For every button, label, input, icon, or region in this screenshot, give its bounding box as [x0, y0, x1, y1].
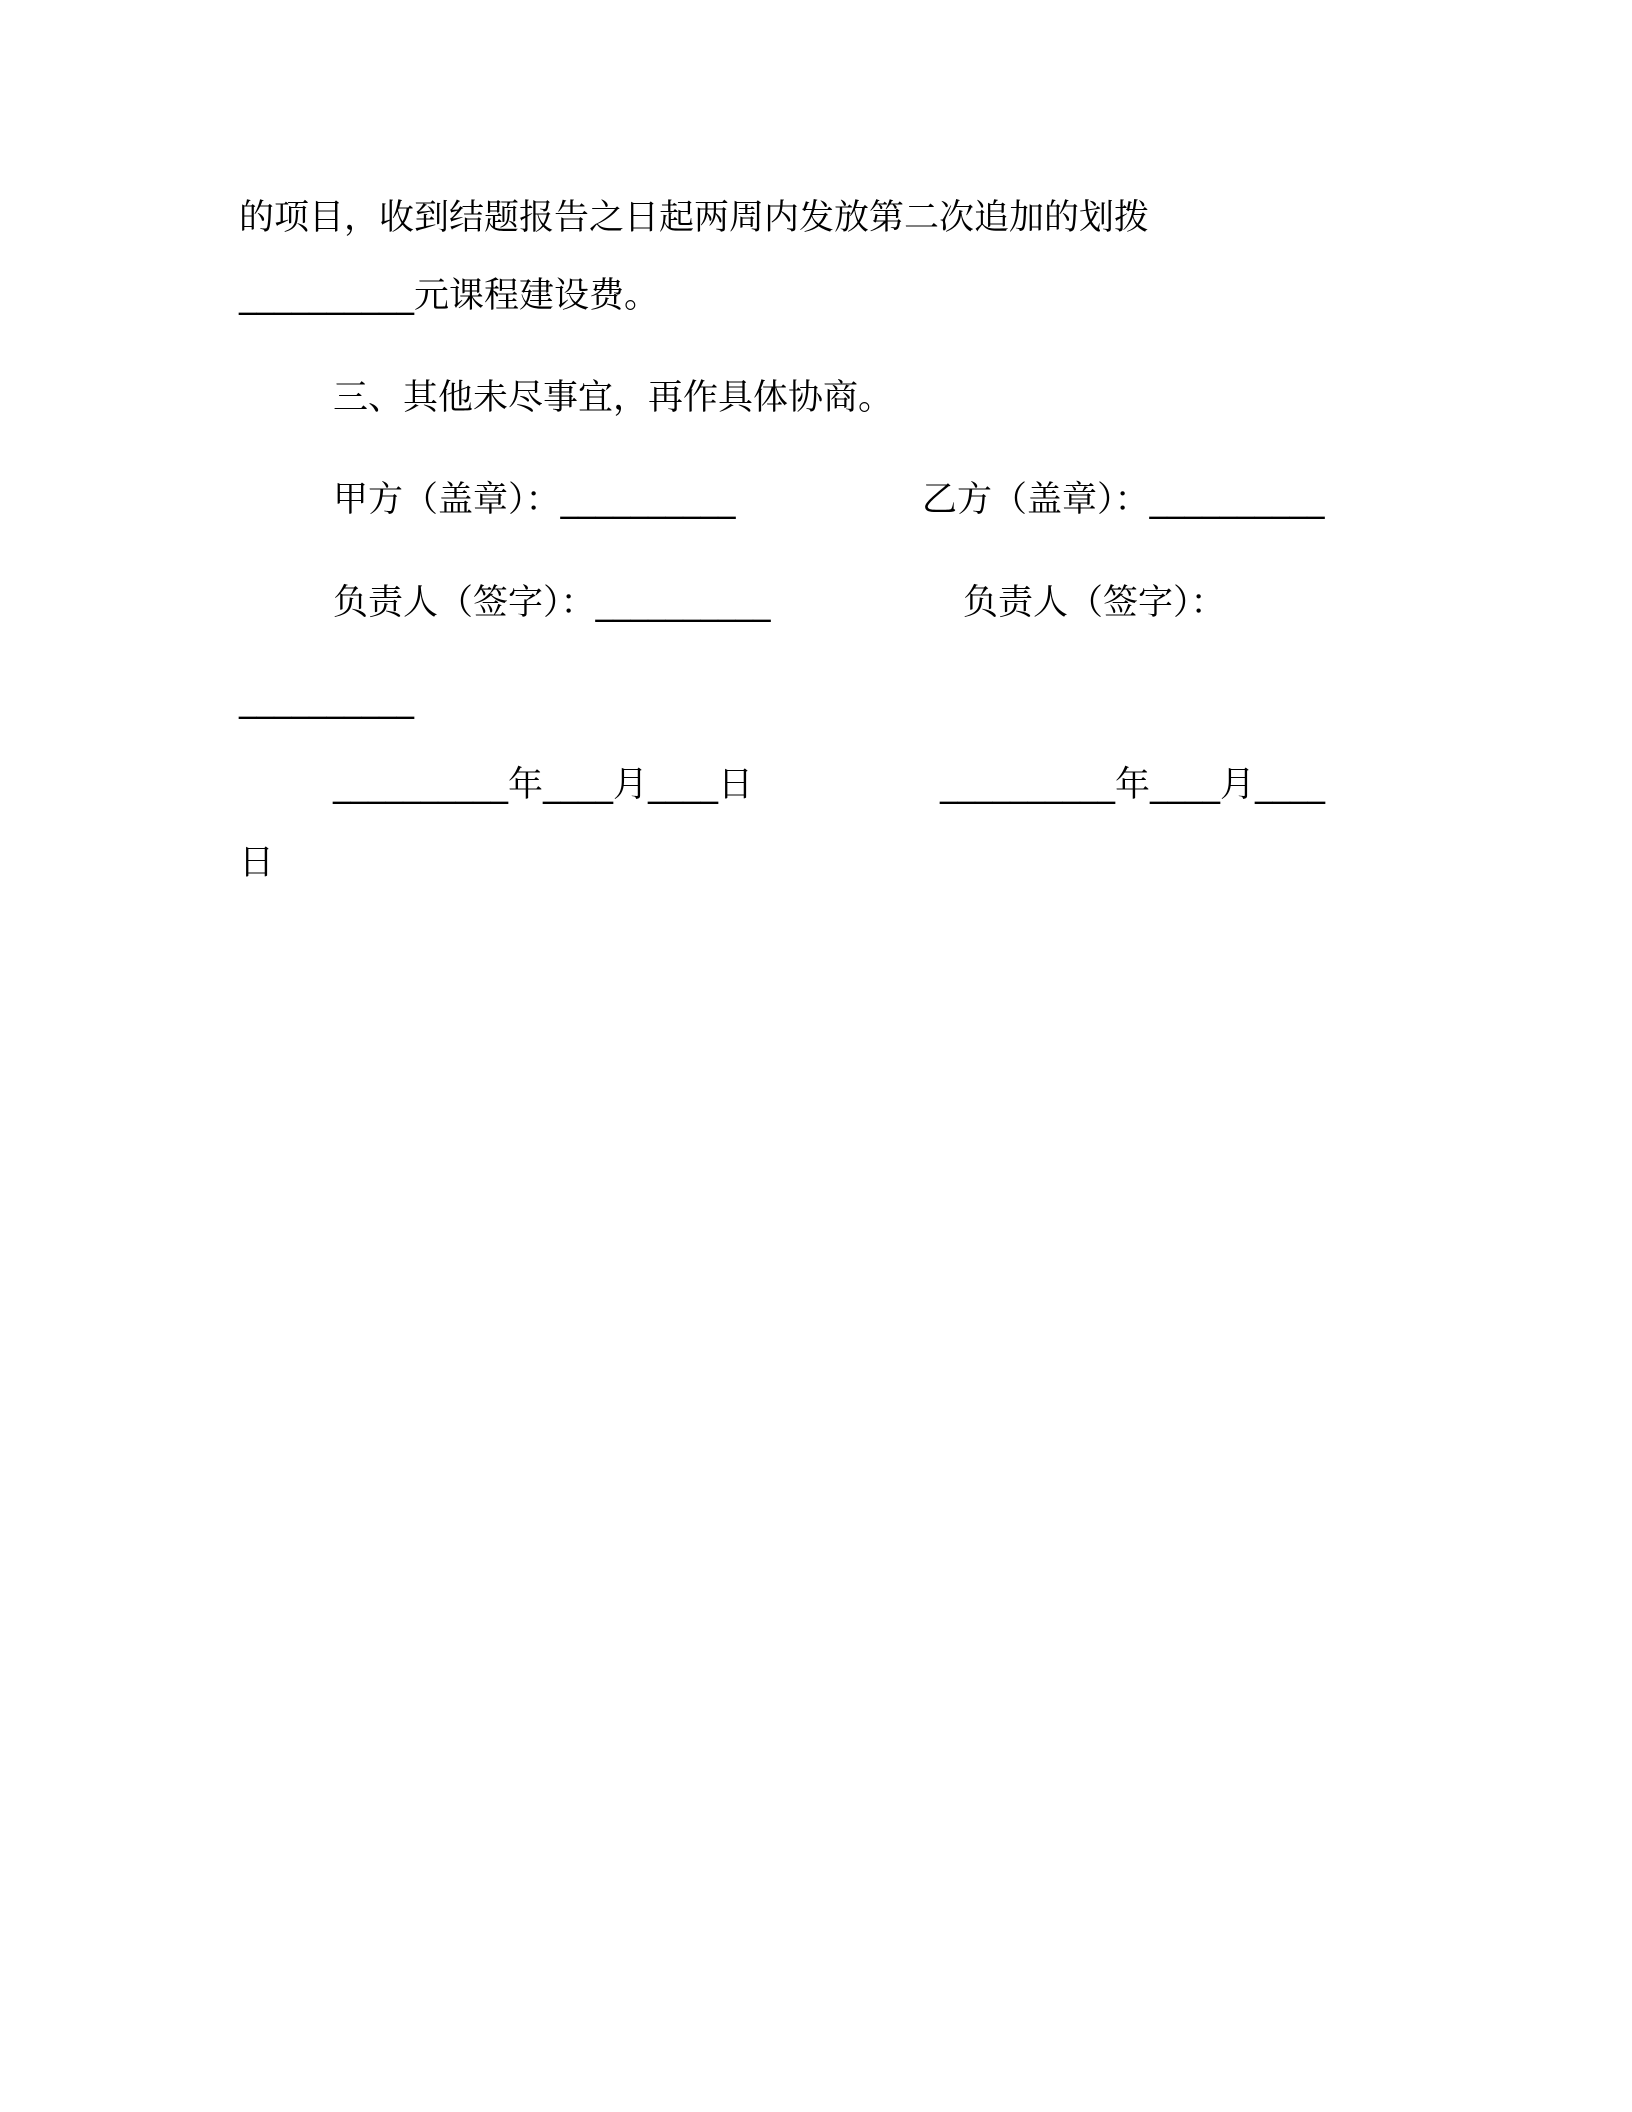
party-a-date-field: __________年____月____日: [333, 765, 754, 805]
party-a-signer-field: 负责人（签字）：__________: [333, 583, 771, 623]
paragraph-fee-line: __________元课程建设费。: [239, 276, 660, 316]
party-b-seal-field: 乙方（盖章）：__________: [922, 480, 1325, 520]
paragraph-project-line: 的项目，收到结题报告之日起两周内发放第二次追加的划拨: [239, 198, 1150, 238]
party-b-date-field: __________年____月____: [940, 765, 1326, 805]
party-b-signer-label: 负责人（签字）：: [963, 583, 1226, 623]
party-a-seal-field: 甲方（盖章）：__________: [333, 480, 736, 520]
party-b-signer-blank: __________: [239, 680, 414, 720]
clause-three: 三、其他未尽事宜，再作具体协商。: [333, 378, 894, 418]
party-b-date-day: 日: [239, 843, 275, 883]
